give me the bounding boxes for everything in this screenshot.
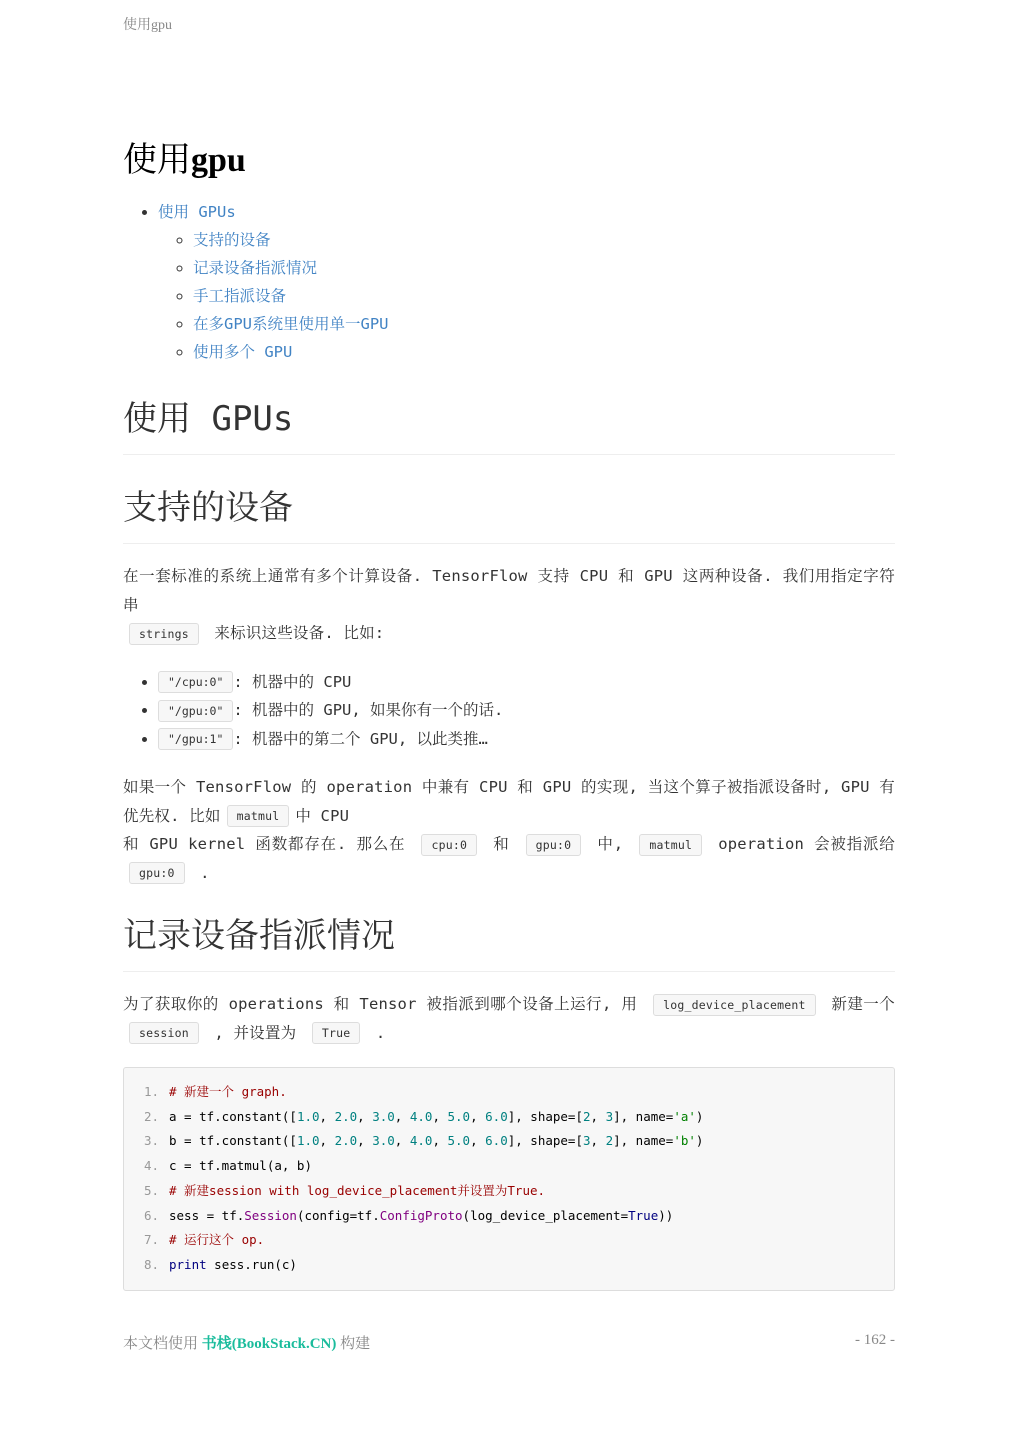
toc-item [193, 310, 895, 338]
toc-link-supported-devices[interactable]: 支持的设备 [193, 231, 271, 249]
paragraph-devices-intro: 在一套标准的系统上通常有多个计算设备. TensorFlow 支持 CPU 和 GPU 这两种设备. 我们用指定字符串 strings 来标识这些设备. 比如: [123, 562, 895, 648]
paragraph-priority: 如果一个 TensorFlow 的 operation 中兼有 CPU 和 GPU 的实现, 当这个算子被指派设备时, GPU 有优先权. 比如 matmul 中 CPU 和 GPU kernel 函数都存在. 那么在 cpu:0 和 gpu:0 中, matmul operation 会被指派给 gpu:0 . [123, 773, 895, 887]
page-title-latin: gpu [191, 142, 246, 179]
page-title-cjk: 使用 [123, 142, 191, 179]
page-title [123, 138, 895, 184]
heading-logging-placement: 记录设备指派情况 [123, 913, 895, 972]
toc-item [193, 226, 895, 254]
code-line: 5. # 新建session with log_device_placement并设置为True. [143, 1182, 546, 1198]
toc-link-multiple-gpus[interactable]: 使用多个 GPU [193, 343, 293, 361]
toc-item [158, 198, 895, 366]
bookstack-link[interactable]: 书栈(BookStack.CN) [201, 1336, 337, 1352]
code-line: 3. b = tf.constant([1.0, 2.0, 3.0, 4.0, 5.0, 6.0], shape=[3, 2], name='b') [143, 1133, 704, 1149]
paragraph-logging: 为了获取你的 operations 和 Tensor 被指派到哪个设备上运行, 用 log_device_placement 新建一个 session , 并设置为 True . [123, 990, 895, 1047]
page-number: - 162 - [855, 1332, 895, 1348]
toc-link-manual-placement[interactable]: 手工指派设备 [193, 287, 287, 305]
heading-using-gpus: 使用 GPUs [123, 396, 895, 455]
code-block [123, 1067, 895, 1291]
list-item: • "/gpu:0" : 机器中的 GPU, 如果你有一个的话. [158, 696, 895, 725]
inline-code: cpu:0 [421, 834, 477, 856]
code-line: 8. print sess.run(c) [143, 1256, 297, 1272]
inline-code: "/gpu:1" [158, 728, 233, 750]
table-of-contents [123, 198, 895, 366]
inline-code: strings [129, 623, 199, 645]
inline-code: matmul [639, 834, 702, 856]
inline-code: "/gpu:0" [158, 700, 233, 722]
code-line: 4. c = tf.matmul(a, b) [143, 1158, 312, 1174]
code-line: 7. # 运行这个 op. [143, 1232, 265, 1248]
running-head: 使用gpu [123, 18, 172, 33]
inline-code: gpu:0 [129, 862, 185, 884]
toc-item [193, 282, 895, 310]
inline-code: session [129, 1022, 199, 1044]
list-item: • "/gpu:1" : 机器中的第二个 GPU, 以此类推… [158, 725, 895, 754]
code-line: 2. a = tf.constant([1.0, 2.0, 3.0, 4.0, 5.0, 6.0], shape=[2, 3], name='a') [143, 1108, 704, 1124]
device-list [123, 668, 895, 754]
inline-code: log_device_placement [653, 994, 815, 1016]
heading-supported-devices: 支持的设备 [123, 485, 895, 544]
code-line: 6. sess = tf.Session(config=tf.ConfigProto(log_device_placement=True)) [143, 1207, 674, 1223]
toc-link-using-gpus[interactable]: 使用 GPUs [158, 203, 236, 221]
inline-code: True [312, 1022, 361, 1044]
code-line: 1. # 新建一个 graph. [143, 1084, 287, 1099]
list-item: • "/cpu:0" : 机器中的 CPU [158, 668, 895, 697]
page-footer: 本文档使用 书栈(BookStack.CN) 构建 - 162 - [123, 1332, 895, 1352]
inline-code: "/cpu:0" [158, 671, 233, 693]
toc-link-single-gpu[interactable]: 在多GPU系统里使用单一GPU [193, 315, 389, 333]
toc-item [193, 254, 895, 282]
toc-link-logging-placement[interactable]: 记录设备指派情况 [193, 259, 318, 277]
inline-code: gpu:0 [526, 834, 582, 856]
toc-item [193, 338, 895, 366]
page-content [123, 138, 895, 1291]
inline-code: matmul [227, 805, 290, 827]
